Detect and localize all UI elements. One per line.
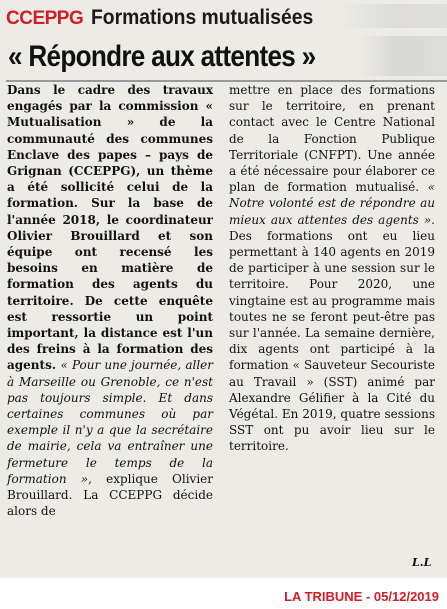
column-quote: « Pour une journée, aller à Marseille ou Grenoble, ce n'est pas toujours simple. Et dans certaines communes où par exemple il n'y a que la secrétaire de mairie, cela va entraîner une fermeture le temps de la formation » — [7, 358, 213, 486]
column-text: Dans le cadre des travaux engagés par la commission « Mutualisation » de la communauté des communes Enclave des papes – pays de Grignan (CCEPPG), un thème a été sollicité celui de la formation. Sur la base de l'année 2018, le coordinateur Olivier Brouillard et son équipe ont recensé les besoins en matière de formation des agents du territoire. De cette enquête est ressortie un point important, la distance est l'un des freins à la formation des agents. — [7, 83, 213, 373]
column-text: , explique Olivier Brouillard. La CCEPPG décide alors de — [7, 471, 213, 519]
article-kicker — [6, 6, 333, 32]
article-column-left — [7, 82, 213, 519]
adjacent-headline-bleed — [362, 36, 447, 76]
source-separator: - — [362, 589, 374, 604]
column-paragraph — [7, 82, 213, 519]
source-date: 05/12/2019 — [373, 589, 439, 604]
source-credit — [284, 589, 439, 604]
column-text: . Des formations ont eu lieu permettant à 140 agents en 2019 de participer à une session sur le territoire. Pour 2020, une vingtaine est au programme mais toutes ne se feront peut-être pas sur l'année. La semaine dernière, dix agents ont participé à la formation « Sauveteur Secouriste au Travail » (SST) animé par Alexandre Gélifier à la Cité du Végétal. En 2019, quatre sessions SST ont pu avoir lieu sur le territoire. — [229, 212, 435, 454]
column-quote: « Notre volonté est de répondre au mieux aux attentes des agents » — [229, 180, 435, 227]
adjacent-article-bleed — [342, 4, 447, 28]
kicker-rubric: Formations mutualisées — [91, 6, 314, 29]
column-text: mettre en place des formations sur le territoire, en prenant contact avec le Centre National de la Fonction Publique Territoriale (CNFPT). Une année a été nécessaire pour élaborer ce plan de formation mutualisé. — [229, 83, 435, 195]
kicker-tag: CCEPPG — [6, 8, 84, 29]
column-paragraph — [229, 82, 435, 455]
author-signature: L.L — [412, 556, 432, 569]
source-publication: LA TRIBUNE — [284, 589, 363, 604]
article-column-right — [229, 82, 435, 455]
article-headline: « Répondre aux attentes » — [8, 40, 316, 73]
